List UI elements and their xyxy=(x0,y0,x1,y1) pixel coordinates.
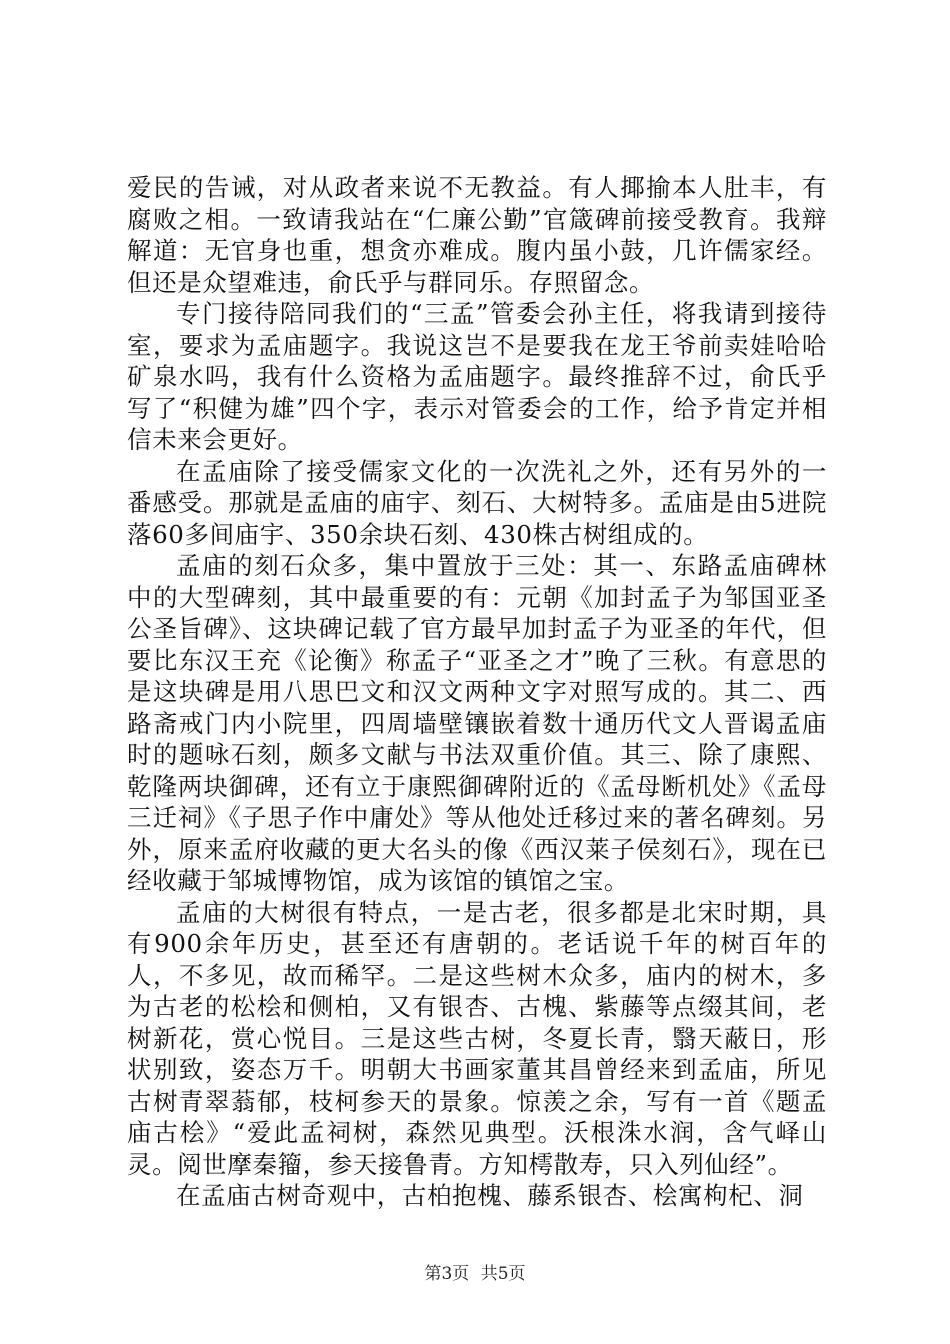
page-number: 第3页 xyxy=(424,1264,470,1284)
paragraph-4: 孟庙的刻石众多，集中置放于三处：其一、东路孟庙碑林中的大型碑刻，其中最重要的有：元朝《加封孟子为邹国亚圣公圣旨碑》、这块碑记载了官方最早加封孟子为亚圣的年代，但要比东汉王充《论衡》称孟子“亚圣之才”晚了三秋。有意思的是这块碑是用八思巴文和汉文两种文字对照写成的。其二、西路斋戒门内小院里，四周墙壁镶嵌着数十通历代文人晋谒孟庙时的题咏石刻，颇多文献与书法双重价值。其三、除了康熙、乾隆两块御碑，还有立于康熙御碑附近的《孟母断机处》《孟母三迁祠》《子思子作中庸处》等从他处迁移过来的著名碑刻。另外，原来孟府收藏的更大名头的像《西汉莱子侯刻石》，现在已经收藏于邹城博物馆，成为该馆的镇馆之宝。 xyxy=(127,551,827,895)
paragraph-6: 在孟庙古树奇观中，古柏抱槐、藤系银杏、桧寓枸杞、洞 xyxy=(176,1181,804,1210)
paragraph-3: 在孟庙除了接受儒家文化的一次洗礼之外，还有另外的一番感受。那就是孟庙的庙宇、刻石、大树特多。孟庙是由5进院落60多间庙宇、350余块石刻、430株古树组成的。 xyxy=(127,456,827,549)
paragraph-5: 孟庙的大树很有特点，一是古老，很多都是北宋时期，具有900余年历史，甚至还有唐朝的。老话说千年的树百年的人，不多见，故而稀罕。二是这些树木众多，庙内的树木，多为古老的松桧和侧柏，又有银杏、古槐、紫藤等点缀其间，老树新花，赏心悦目。三是这些古树，冬夏长青，翳天蔽日，形状别致，姿态万千。明朝大书画家董其昌曾经来到孟庙，所见古树青翠蓊郁，枝柯参天的景象。惊羡之余，写有一首《题孟庙古桧》“爱此孟祠树，森然见典型。沃根洙水润，含气峄山灵。阅世摩秦籀，参天接鲁青。方知樗散寿，只入列仙经”。 xyxy=(127,897,827,1179)
page-total: 共5页 xyxy=(480,1264,526,1284)
paragraph-1: 爱民的告诫，对从政者来说不无教益。有人揶揄本人肚丰，有腐败之相。一致请我站在“仁廉公勤”官箴碑前接受教育。我辩解道：无官身也重，想贪亦难成。腹内虽小鼓，几许儒家经。但还是众望难违，俞氏乎与群同乐。存照留念。 xyxy=(127,173,827,297)
page-footer xyxy=(0,1263,950,1285)
article-body xyxy=(127,172,827,1212)
paragraph-2: 专门接待陪同我们的“三孟”管委会孙主任，将我请到接待室，要求为孟庙题字。我说这岂不是要我在龙王爷前卖娃哈哈矿泉水吗，我有什么资格为孟庙题字。最终推辞不过，俞氏乎写了“积健为雄”四个字，表示对管委会的工作，给予肯定并相信未来会更好。 xyxy=(127,299,827,454)
